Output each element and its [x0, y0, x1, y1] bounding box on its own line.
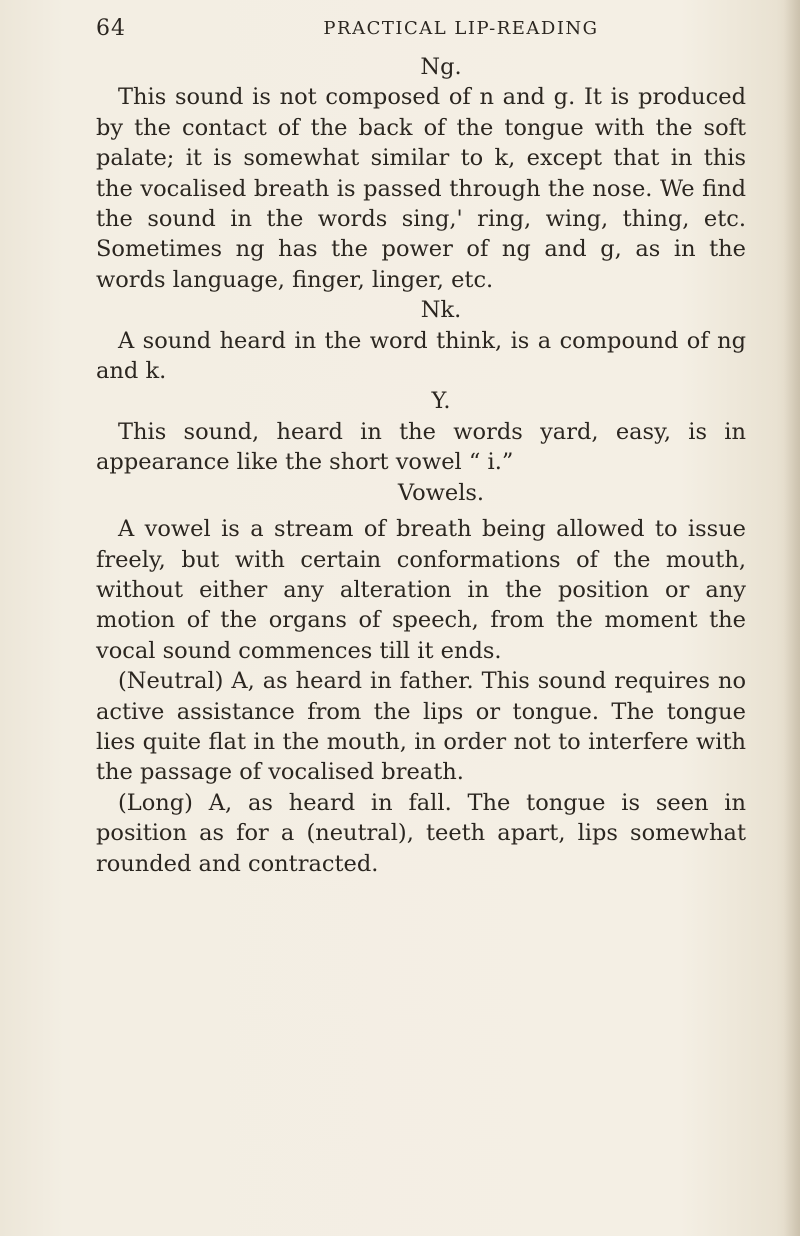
paragraph-vowels-definition: A vowel is a stream of breath being allowed to issue freely, but with certain conformations of the mouth, without either any alteration in the position or any motion of the organs of speech, from the moment the vocal sound commences till it ends.	[96, 516, 746, 664]
running-head	[96, 16, 746, 50]
paragraph-ng: This sound is not composed of n and g. It is produced by the contact of the back of the tongue with the soft palate; it is somewhat similar to k, except that in this the vocalised breath is passed through the nose. We find the sound in the words sing,' ring, wing, thing, etc. Sometimes ng has the power of ng and g, as in the words language, finger, linger, etc.	[96, 84, 746, 293]
body-text	[96, 52, 746, 879]
section-heading-ng: Ng.	[420, 54, 462, 80]
paragraph-neutral-a: (Neutral) A, as heard in father. This sound requires no active assistance from the lips or tongue. The tongue lies quite flat in the mouth, in order not to interfere with the passage of vocalised breath.	[96, 668, 746, 786]
page-number: 64	[96, 16, 126, 41]
page-edge-shadow	[784, 0, 800, 1236]
section-heading-y: Y.	[431, 388, 451, 415]
paragraph-long-a: (Long) A, as heard in fall. The tongue is seen in position as for a (neutral), teeth apart, lips somewhat rounded and contracted.	[96, 789, 746, 877]
paragraph-y: This sound, heard in the words yard, easy, is in appearance like the short vowel “ i.”	[96, 418, 746, 476]
section-heading-vowels: Vowels.	[397, 479, 485, 506]
paragraph-nk: A sound heard in the word think, is a compound of ng and k.	[96, 327, 746, 385]
running-title: PRACTICAL LIP-READING	[323, 18, 599, 39]
section-heading-nk: Nk.	[420, 297, 462, 324]
